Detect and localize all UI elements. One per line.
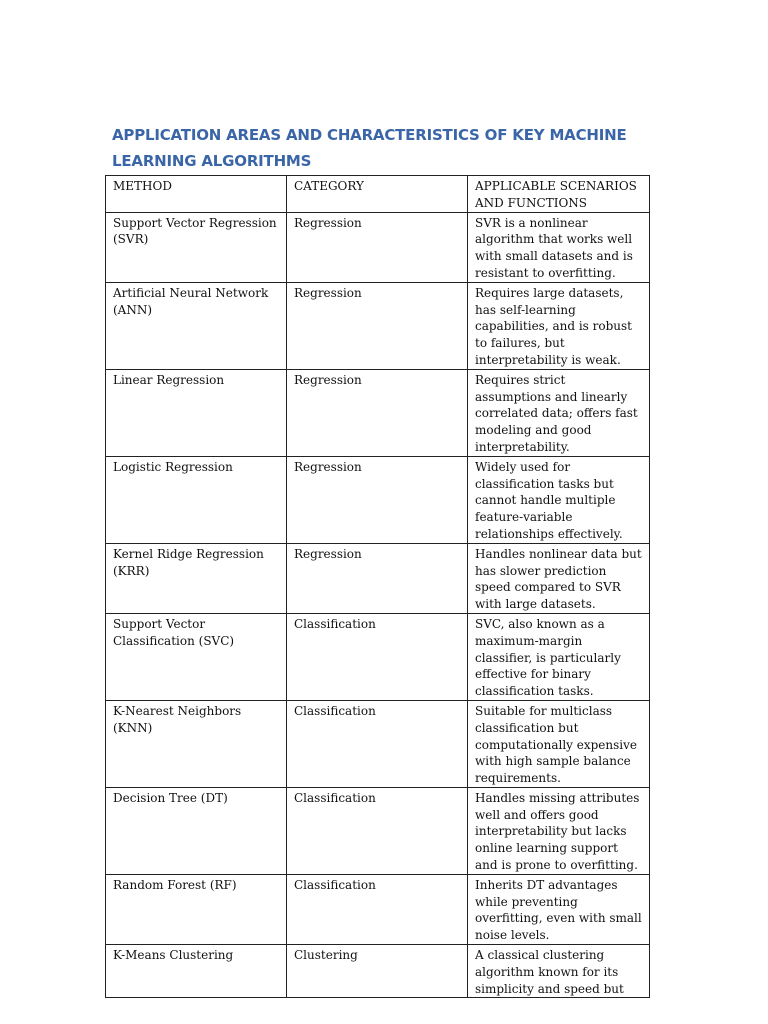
cell-scenario: Requires strict assumptions and linearly correlated data; offers fast modeling and good interpretability. [468, 369, 650, 456]
header-category: CATEGORY [287, 176, 468, 213]
cell-category: Classification [287, 787, 468, 874]
cell-category: Regression [287, 369, 468, 456]
cell-method: Support Vector Classification (SVC) [106, 613, 287, 700]
cell-category: Classification [287, 700, 468, 787]
table-row [106, 787, 650, 874]
cell-scenario: Inherits DT advantages while preventing overfitting, even with small noise levels. [468, 874, 650, 944]
table-row [106, 456, 650, 543]
cell-scenario: Widely used for classification tasks but cannot handle multiple feature-variable relationships effectively. [468, 456, 650, 543]
table-row [106, 945, 650, 998]
cell-method: Logistic Regression [106, 456, 287, 543]
table-row [106, 212, 650, 282]
table-row [106, 700, 650, 787]
cell-category: Regression [287, 543, 468, 613]
cell-category: Regression [287, 282, 468, 369]
algorithms-table [105, 175, 650, 998]
table-row [106, 543, 650, 613]
cell-scenario: SVC, also known as a maximum-margin classifier, is particularly effective for binary classification tasks. [468, 613, 650, 700]
cell-method: K-Nearest Neighbors (KNN) [106, 700, 287, 787]
cell-method: Kernel Ridge Regression (KRR) [106, 543, 287, 613]
cell-scenario: SVR is a nonlinear algorithm that works well with small datasets and is resistant to overfitting. [468, 212, 650, 282]
cell-method: Artificial Neural Network (ANN) [106, 282, 287, 369]
table-row [106, 613, 650, 700]
cell-method: Random Forest (RF) [106, 874, 287, 944]
table-row [106, 369, 650, 456]
table-row [106, 874, 650, 944]
cell-method: Decision Tree (DT) [106, 787, 287, 874]
cell-method: K-Means Clustering [106, 945, 287, 998]
cell-category: Regression [287, 212, 468, 282]
cell-category: Classification [287, 613, 468, 700]
cell-category: Clustering [287, 945, 468, 998]
table-row [106, 282, 650, 369]
document-title: APPLICATION AREAS AND CHARACTERISTICS OF KEY MACHINE LEARNING ALGORITHMS [112, 126, 627, 170]
cell-scenario: Handles missing attributes well and offers good interpretability but lacks online learning support and is prone to overfitting. [468, 787, 650, 874]
header-scenario: APPLICABLE SCENARIOS AND FUNCTIONS [468, 176, 650, 213]
cell-scenario: Suitable for multiclass classification but computationally expensive with high sample balance requirements. [468, 700, 650, 787]
cell-category: Classification [287, 874, 468, 944]
header-method: METHOD [106, 176, 287, 213]
cell-scenario: A classical clustering algorithm known for its simplicity and speed but [468, 945, 650, 998]
cell-scenario: Requires large datasets, has self-learning capabilities, and is robust to failures, but interpretability is weak. [468, 282, 650, 369]
cell-method: Linear Regression [106, 369, 287, 456]
cell-category: Regression [287, 456, 468, 543]
table-header-row [106, 176, 650, 213]
cell-scenario: Handles nonlinear data but has slower prediction speed compared to SVR with large datasets. [468, 543, 650, 613]
cell-method: Support Vector Regression (SVR) [106, 212, 287, 282]
